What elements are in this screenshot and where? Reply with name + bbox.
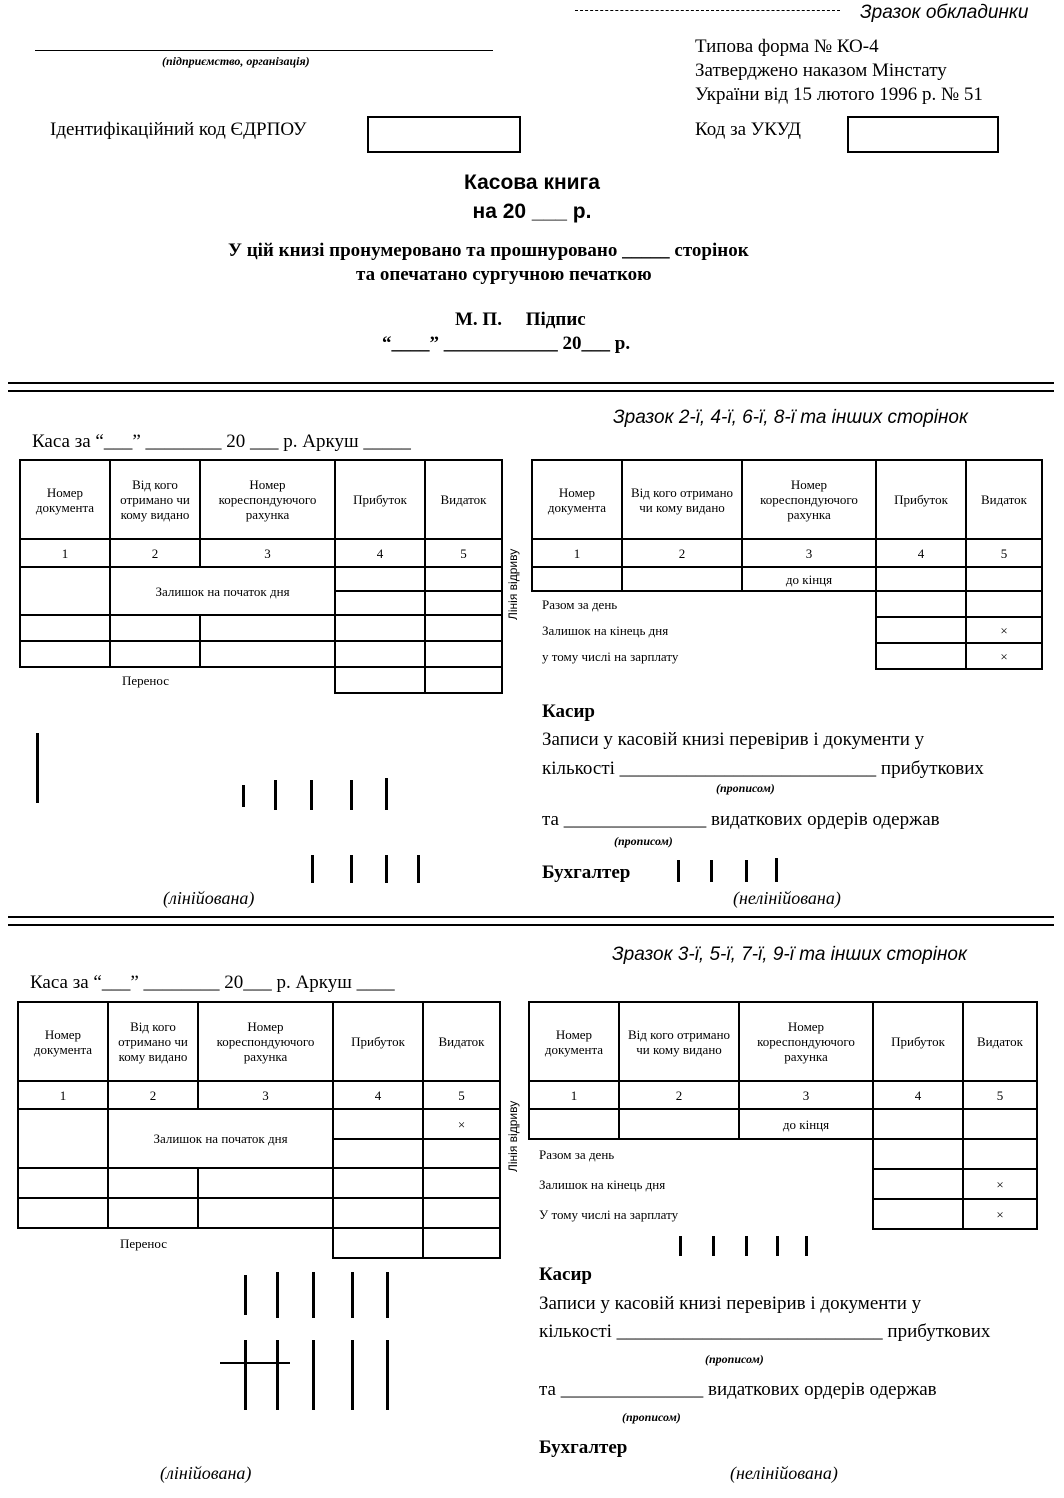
col-num-1: 1 <box>529 1081 619 1109</box>
col-num-4: 4 <box>333 1081 423 1109</box>
scan-mark <box>745 860 748 882</box>
cell <box>335 567 425 591</box>
cell <box>425 567 502 591</box>
cover-sample-label: Зразок обкладинки <box>860 2 1029 23</box>
cell <box>532 567 622 591</box>
scan-mark <box>274 780 277 810</box>
cell <box>333 1198 423 1228</box>
divider-2a <box>8 916 1054 918</box>
header-doc-number: Номер документа <box>18 1002 108 1081</box>
col-num-5: 5 <box>963 1081 1037 1109</box>
cell <box>425 641 502 667</box>
header-expense: Видаток <box>966 460 1042 539</box>
col-num-2: 2 <box>622 539 742 567</box>
balance-cell-empty <box>18 1109 108 1168</box>
incl-salary-label: у тому числі на зарплату <box>542 648 679 664</box>
scan-mark <box>417 855 420 883</box>
header-from-whom: Від кого отримано чи кому видано <box>108 1002 198 1081</box>
scan-mark <box>805 1236 808 1256</box>
divider-1a <box>8 382 1054 384</box>
header-account: Номер кореспондуючого рахунка <box>742 460 876 539</box>
scan-mark <box>386 1340 389 1410</box>
col-num-1: 1 <box>20 539 110 567</box>
divider-1b <box>8 390 1054 392</box>
cell <box>876 617 966 643</box>
cell <box>20 615 110 641</box>
scan-mark <box>311 855 314 883</box>
balance-end-label: Залишок на кінець дня <box>539 1176 666 1192</box>
odd-count-line: кількості ____________________________ прибуткових <box>539 1321 991 1342</box>
cell <box>423 1228 500 1258</box>
scan-mark <box>310 780 313 810</box>
odd-kasa-line: Каса за “___” ________ 20___ р. Аркуш ____ <box>30 972 395 993</box>
scan-mark <box>385 778 388 810</box>
scan-mark <box>677 860 680 882</box>
cell <box>425 667 502 693</box>
scan-mark <box>244 1340 247 1410</box>
even-right-caption: (нелінійована) <box>733 888 841 908</box>
ukud-label: Код за УКУД <box>695 119 802 140</box>
cell <box>108 1198 198 1228</box>
odd-cashier: Касир <box>539 1264 592 1285</box>
header-from-whom: Від кого отримано чи кому видано <box>622 460 742 539</box>
odd-left-caption: (лінійована) <box>160 1463 252 1483</box>
even-propysom-1: (прописом) <box>716 781 775 795</box>
scan-mark <box>312 1340 315 1410</box>
scan-mark <box>775 858 778 882</box>
cell <box>873 1169 963 1199</box>
cross-mark: × <box>966 643 1042 669</box>
cell <box>963 1109 1037 1139</box>
even-check-line: Записи у касовій книзі перевірив і документи у <box>542 729 925 750</box>
cell <box>966 567 1042 591</box>
cross-mark: × <box>966 617 1042 643</box>
form-line-1: Типова форма № КО-4 <box>695 36 879 57</box>
odd-right-table <box>528 1001 1038 1230</box>
cell <box>18 1198 108 1228</box>
scan-mark <box>386 1272 389 1318</box>
form-line-3: України від 15 лютого 1996 р. № 51 <box>695 84 983 105</box>
header-expense: Видаток <box>963 1002 1037 1081</box>
scan-mark <box>710 860 713 882</box>
header-income: Прибуток <box>333 1002 423 1081</box>
numbered-line-1: У цій книзі пронумеровано та прошнуровано _____ сторінок <box>228 240 749 261</box>
scan-mark <box>220 1362 290 1364</box>
scan-mark <box>350 780 353 810</box>
cell <box>876 643 966 669</box>
org-line <box>35 50 493 51</box>
cell <box>335 641 425 667</box>
cell <box>529 1109 619 1139</box>
odd-right-caption: (нелінійована) <box>730 1463 838 1483</box>
cell <box>200 641 335 667</box>
scan-mark <box>244 1275 247 1315</box>
col-num-3: 3 <box>739 1081 873 1109</box>
scan-mark <box>242 785 245 807</box>
scan-mark <box>351 1272 354 1318</box>
col-num-3: 3 <box>742 539 876 567</box>
even-left-table <box>19 459 503 694</box>
odd-tear-line: Лінія відриву <box>506 1100 520 1172</box>
cell <box>20 641 110 667</box>
cell <box>335 615 425 641</box>
org-caption: (підприємство, організація) <box>162 54 310 68</box>
cell <box>622 567 742 591</box>
scan-mark <box>276 1340 279 1410</box>
to-end-label: до кінця <box>742 567 876 591</box>
cell <box>110 615 200 641</box>
col-num-2: 2 <box>110 539 200 567</box>
total-day-label: Разом за день <box>542 597 618 612</box>
balance-start-label: Залишок на початок дня <box>108 1109 333 1168</box>
cell <box>198 1168 333 1198</box>
odd-sample-label: Зразок 3-ї, 5-ї, 7-ї, 9-ї та інших сторінок <box>612 944 967 965</box>
cell <box>876 567 966 591</box>
cross-mark: × <box>963 1199 1037 1229</box>
cell <box>873 1139 963 1169</box>
cross-mark: × <box>423 1109 500 1139</box>
top-dash-line <box>575 10 840 11</box>
book-year: на 20 ___ р. <box>472 200 592 223</box>
scan-mark <box>36 733 39 803</box>
scan-mark <box>679 1236 682 1256</box>
to-end-label: до кінця <box>739 1109 873 1139</box>
header-doc-number: Номер документа <box>529 1002 619 1081</box>
even-tear-line: Лінія відриву <box>506 548 520 620</box>
header-income: Прибуток <box>873 1002 963 1081</box>
odd-propysom-2: (прописом) <box>622 1410 681 1424</box>
header-doc-number: Номер документа <box>20 460 110 539</box>
scan-mark <box>712 1236 715 1256</box>
even-accountant: Бухгалтер <box>542 862 631 883</box>
divider-2b <box>8 924 1054 926</box>
cell <box>335 667 425 693</box>
cell <box>423 1168 500 1198</box>
scan-mark <box>276 1272 279 1318</box>
cell <box>18 1168 108 1198</box>
cross-mark: × <box>963 1169 1037 1199</box>
cell <box>333 1228 423 1258</box>
even-propysom-2: (прописом) <box>614 834 673 848</box>
cell <box>966 591 1042 617</box>
cell <box>423 1139 500 1168</box>
cell <box>876 591 966 617</box>
cell <box>425 615 502 641</box>
even-cashier: Касир <box>542 701 595 722</box>
col-num-3: 3 <box>198 1081 333 1109</box>
even-left-caption: (лінійована) <box>163 888 255 908</box>
odd-left-table <box>17 1001 501 1259</box>
odd-check-line: Записи у касовій книзі перевірив і документи у <box>539 1293 922 1314</box>
odd-ta-line: та _______________ видаткових ордерів одержав <box>539 1379 937 1400</box>
balance-end-label: Залишок на кінець дня <box>542 622 669 638</box>
cell <box>873 1199 963 1229</box>
header-account: Номер кореспондуючого рахунка <box>198 1002 333 1081</box>
col-num-1: 1 <box>18 1081 108 1109</box>
odd-propysom-1: (прописом) <box>705 1352 764 1366</box>
col-num-5: 5 <box>966 539 1042 567</box>
col-num-5: 5 <box>423 1081 500 1109</box>
cell <box>963 1139 1037 1169</box>
form-line-2: Затверджено наказом Мінстату <box>695 60 947 81</box>
cell <box>425 591 502 615</box>
header-income: Прибуток <box>876 460 966 539</box>
col-num-5: 5 <box>425 539 502 567</box>
header-account: Номер кореспондуючого рахунка <box>200 460 335 539</box>
even-count-line: кількості ___________________________ прибуткових <box>542 758 984 779</box>
col-num-3: 3 <box>200 539 335 567</box>
cell <box>200 615 335 641</box>
scan-mark <box>745 1236 748 1256</box>
col-num-2: 2 <box>619 1081 739 1109</box>
even-kasa-line: Каса за “___” ________ 20 ___ р. Аркуш _____ <box>32 431 411 452</box>
header-from-whom: Від кого отримано чи кому видано <box>619 1002 739 1081</box>
balance-start-label: Залишок на початок дня <box>110 567 335 615</box>
numbered-line-2: та опечатано сургучною печаткою <box>356 264 652 285</box>
header-doc-number: Номер документа <box>532 460 622 539</box>
col-num-2: 2 <box>108 1081 198 1109</box>
carry-label: Перенос <box>120 1236 167 1251</box>
cell <box>619 1109 739 1139</box>
header-income: Прибуток <box>335 460 425 539</box>
cell <box>333 1109 423 1139</box>
ukud-field[interactable] <box>847 116 999 153</box>
col-num-1: 1 <box>532 539 622 567</box>
balance-cell-empty <box>20 567 110 615</box>
scan-mark <box>776 1236 779 1256</box>
cell <box>198 1198 333 1228</box>
cell <box>873 1109 963 1139</box>
header-from-whom: Від кого отримано чи кому видано <box>110 460 200 539</box>
cell <box>335 591 425 615</box>
carry-label: Перенос <box>122 673 169 688</box>
header-account: Номер кореспондуючого рахунка <box>739 1002 873 1081</box>
edrpou-field[interactable] <box>367 116 521 153</box>
col-num-4: 4 <box>335 539 425 567</box>
odd-accountant: Бухгалтер <box>539 1437 628 1458</box>
cell <box>333 1139 423 1168</box>
cell <box>333 1168 423 1198</box>
scan-mark <box>351 1340 354 1410</box>
stamp-sign-line: М. П. Підпис <box>455 309 586 330</box>
book-title: Касова книга <box>464 171 600 194</box>
col-num-4: 4 <box>876 539 966 567</box>
header-expense: Видаток <box>423 1002 500 1081</box>
total-day-label: Разом за день <box>539 1147 615 1162</box>
incl-salary-label: У тому числі на зарплату <box>539 1206 679 1222</box>
even-right-table <box>531 459 1043 670</box>
cell <box>423 1198 500 1228</box>
cell <box>110 641 200 667</box>
scan-mark <box>350 855 353 883</box>
cell <box>108 1168 198 1198</box>
even-ta-line: та _______________ видаткових ордерів одержав <box>542 809 940 830</box>
scan-mark <box>312 1272 315 1318</box>
date-line: “____” ____________ 20___ р. <box>382 333 631 354</box>
header-expense: Видаток <box>425 460 502 539</box>
even-sample-label: Зразок 2-ї, 4-ї, 6-ї, 8-ї та інших сторінок <box>613 407 968 428</box>
scan-mark <box>385 855 388 883</box>
col-num-4: 4 <box>873 1081 963 1109</box>
edrpou-label: Ідентифікаційний код ЄДРПОУ <box>50 119 307 140</box>
